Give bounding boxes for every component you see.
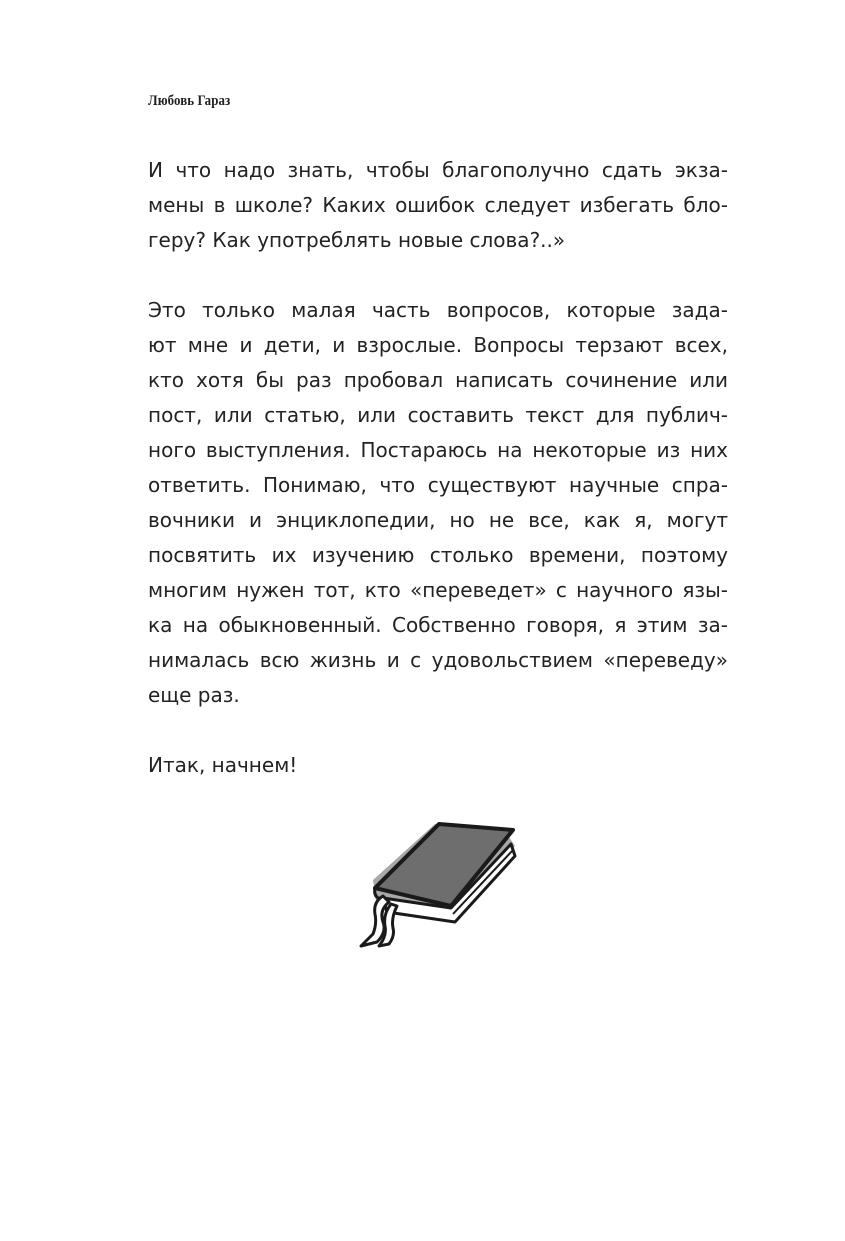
- text-line: геру? Как употреблять новые слова?..»: [148, 228, 566, 252]
- text-line: Это только малая часть вопросов, которые зада-: [148, 298, 728, 322]
- book-with-bookmark-icon: [353, 818, 523, 950]
- paragraph: [148, 153, 728, 258]
- text-line: Итак, начнем!: [148, 753, 298, 777]
- body-text: [148, 153, 728, 818]
- text-line: посвятить их изучению столько времени, поэтому: [148, 543, 728, 567]
- paragraph: [148, 748, 728, 783]
- text-line: еще раз.: [148, 683, 240, 707]
- text-line: пост, или статью, или составить текст для публич-: [148, 403, 728, 427]
- running-head-author: Любовь Гараз: [148, 93, 231, 109]
- text-line: нималась всю жизнь и с удовольствием «переведу»: [148, 648, 728, 672]
- text-line: ответить. Понимаю, что существуют научные спра-: [148, 473, 728, 497]
- text-line: И что надо знать, чтобы благополучно сдать экза-: [148, 158, 728, 182]
- text-line: ка на обыкновенный. Собственно говоря, я этим за-: [148, 613, 728, 637]
- text-line: ного выступления. Постараюсь на некоторые из них: [148, 438, 728, 462]
- paragraph: [148, 293, 728, 713]
- text-line: многим нужен тот, кто «переведет» с научного язы-: [148, 578, 728, 602]
- text-line: ют мне и дети, и взрослые. Вопросы терзают всех,: [148, 333, 728, 357]
- text-line: вочники и энциклопедии, но не все, как я, могут: [148, 508, 728, 532]
- text-line: кто хотя бы раз пробовал написать сочинение или: [148, 368, 728, 392]
- text-line: мены в школе? Каких ошибок следует избегать бло-: [148, 193, 728, 217]
